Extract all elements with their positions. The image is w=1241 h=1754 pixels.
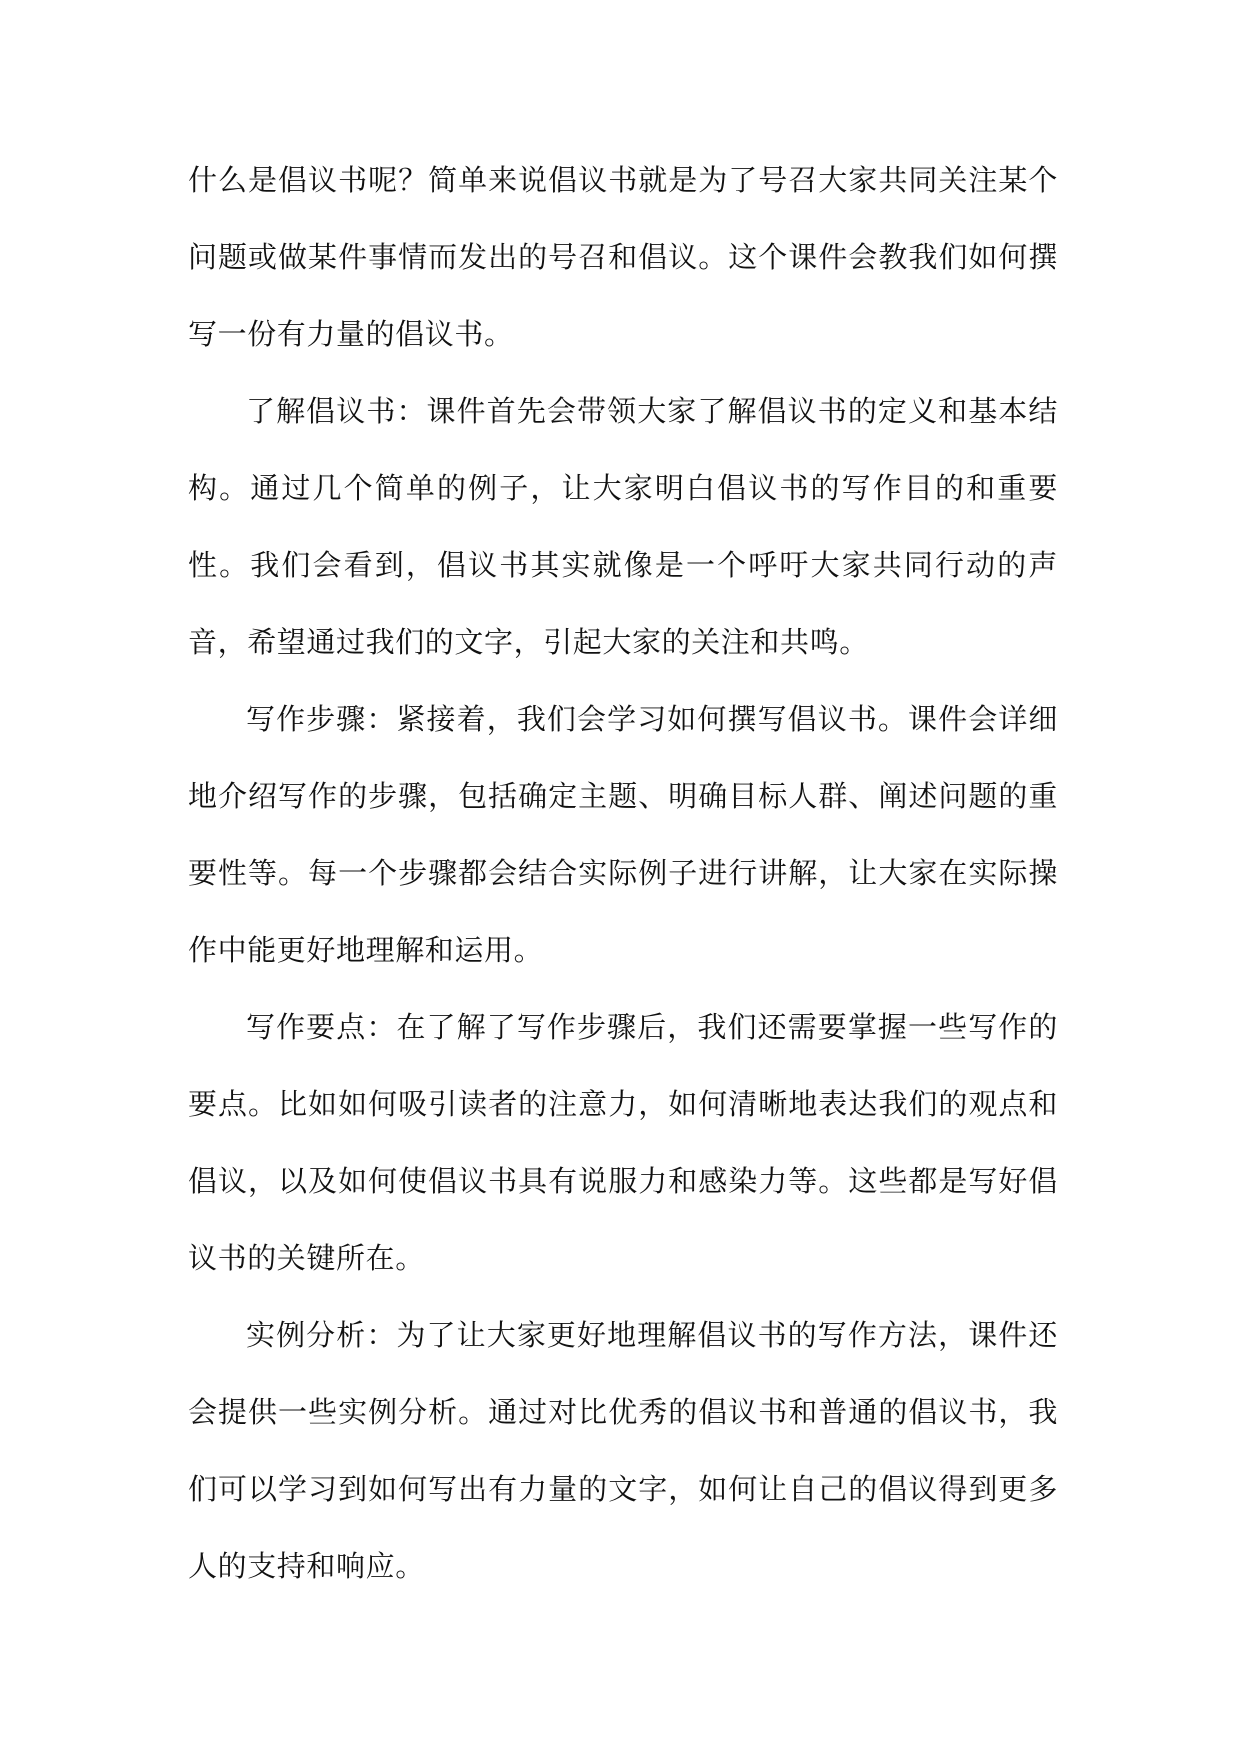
paragraph-writing-points: 写作要点：在了解了写作步骤后，我们还需要掌握一些写作的要点。比如如何吸引读者的注意力，如何清晰地表达我们的观点和倡议，以及如何使倡议书具有说服力和感染力等。这些都是写好倡议书的关键所在。	[188, 1010, 1058, 1275]
paragraph-intro: 什么是倡议书呢？简单来说倡议书就是为了号召大家共同关注某个问题或做某件事情而发出的号召和倡议。这个课件会教我们如何撰写一份有力量的倡议书。	[188, 163, 1058, 351]
document-body	[188, 142, 1058, 1605]
paragraph-understanding: 了解倡议书：课件首先会带领大家了解倡议书的定义和基本结构。通过几个简单的例子，让大家明白倡议书的写作目的和重要性。我们会看到，倡议书其实就像是一个呼吁大家共同行动的声音，希望通过我们的文字，引起大家的关注和共鸣。	[188, 394, 1058, 659]
paragraph-writing-steps: 写作步骤：紧接着，我们会学习如何撰写倡议书。课件会详细地介绍写作的步骤，包括确定主题、明确目标人群、阐述问题的重要性等。每一个步骤都会结合实际例子进行讲解，让大家在实际操作中能更好地理解和运用。	[188, 702, 1058, 967]
paragraph-case-analysis: 实例分析：为了让大家更好地理解倡议书的写作方法，课件还会提供一些实例分析。通过对比优秀的倡议书和普通的倡议书，我们可以学习到如何写出有力量的文字，如何让自己的倡议得到更多人的支持和响应。	[188, 1318, 1058, 1583]
